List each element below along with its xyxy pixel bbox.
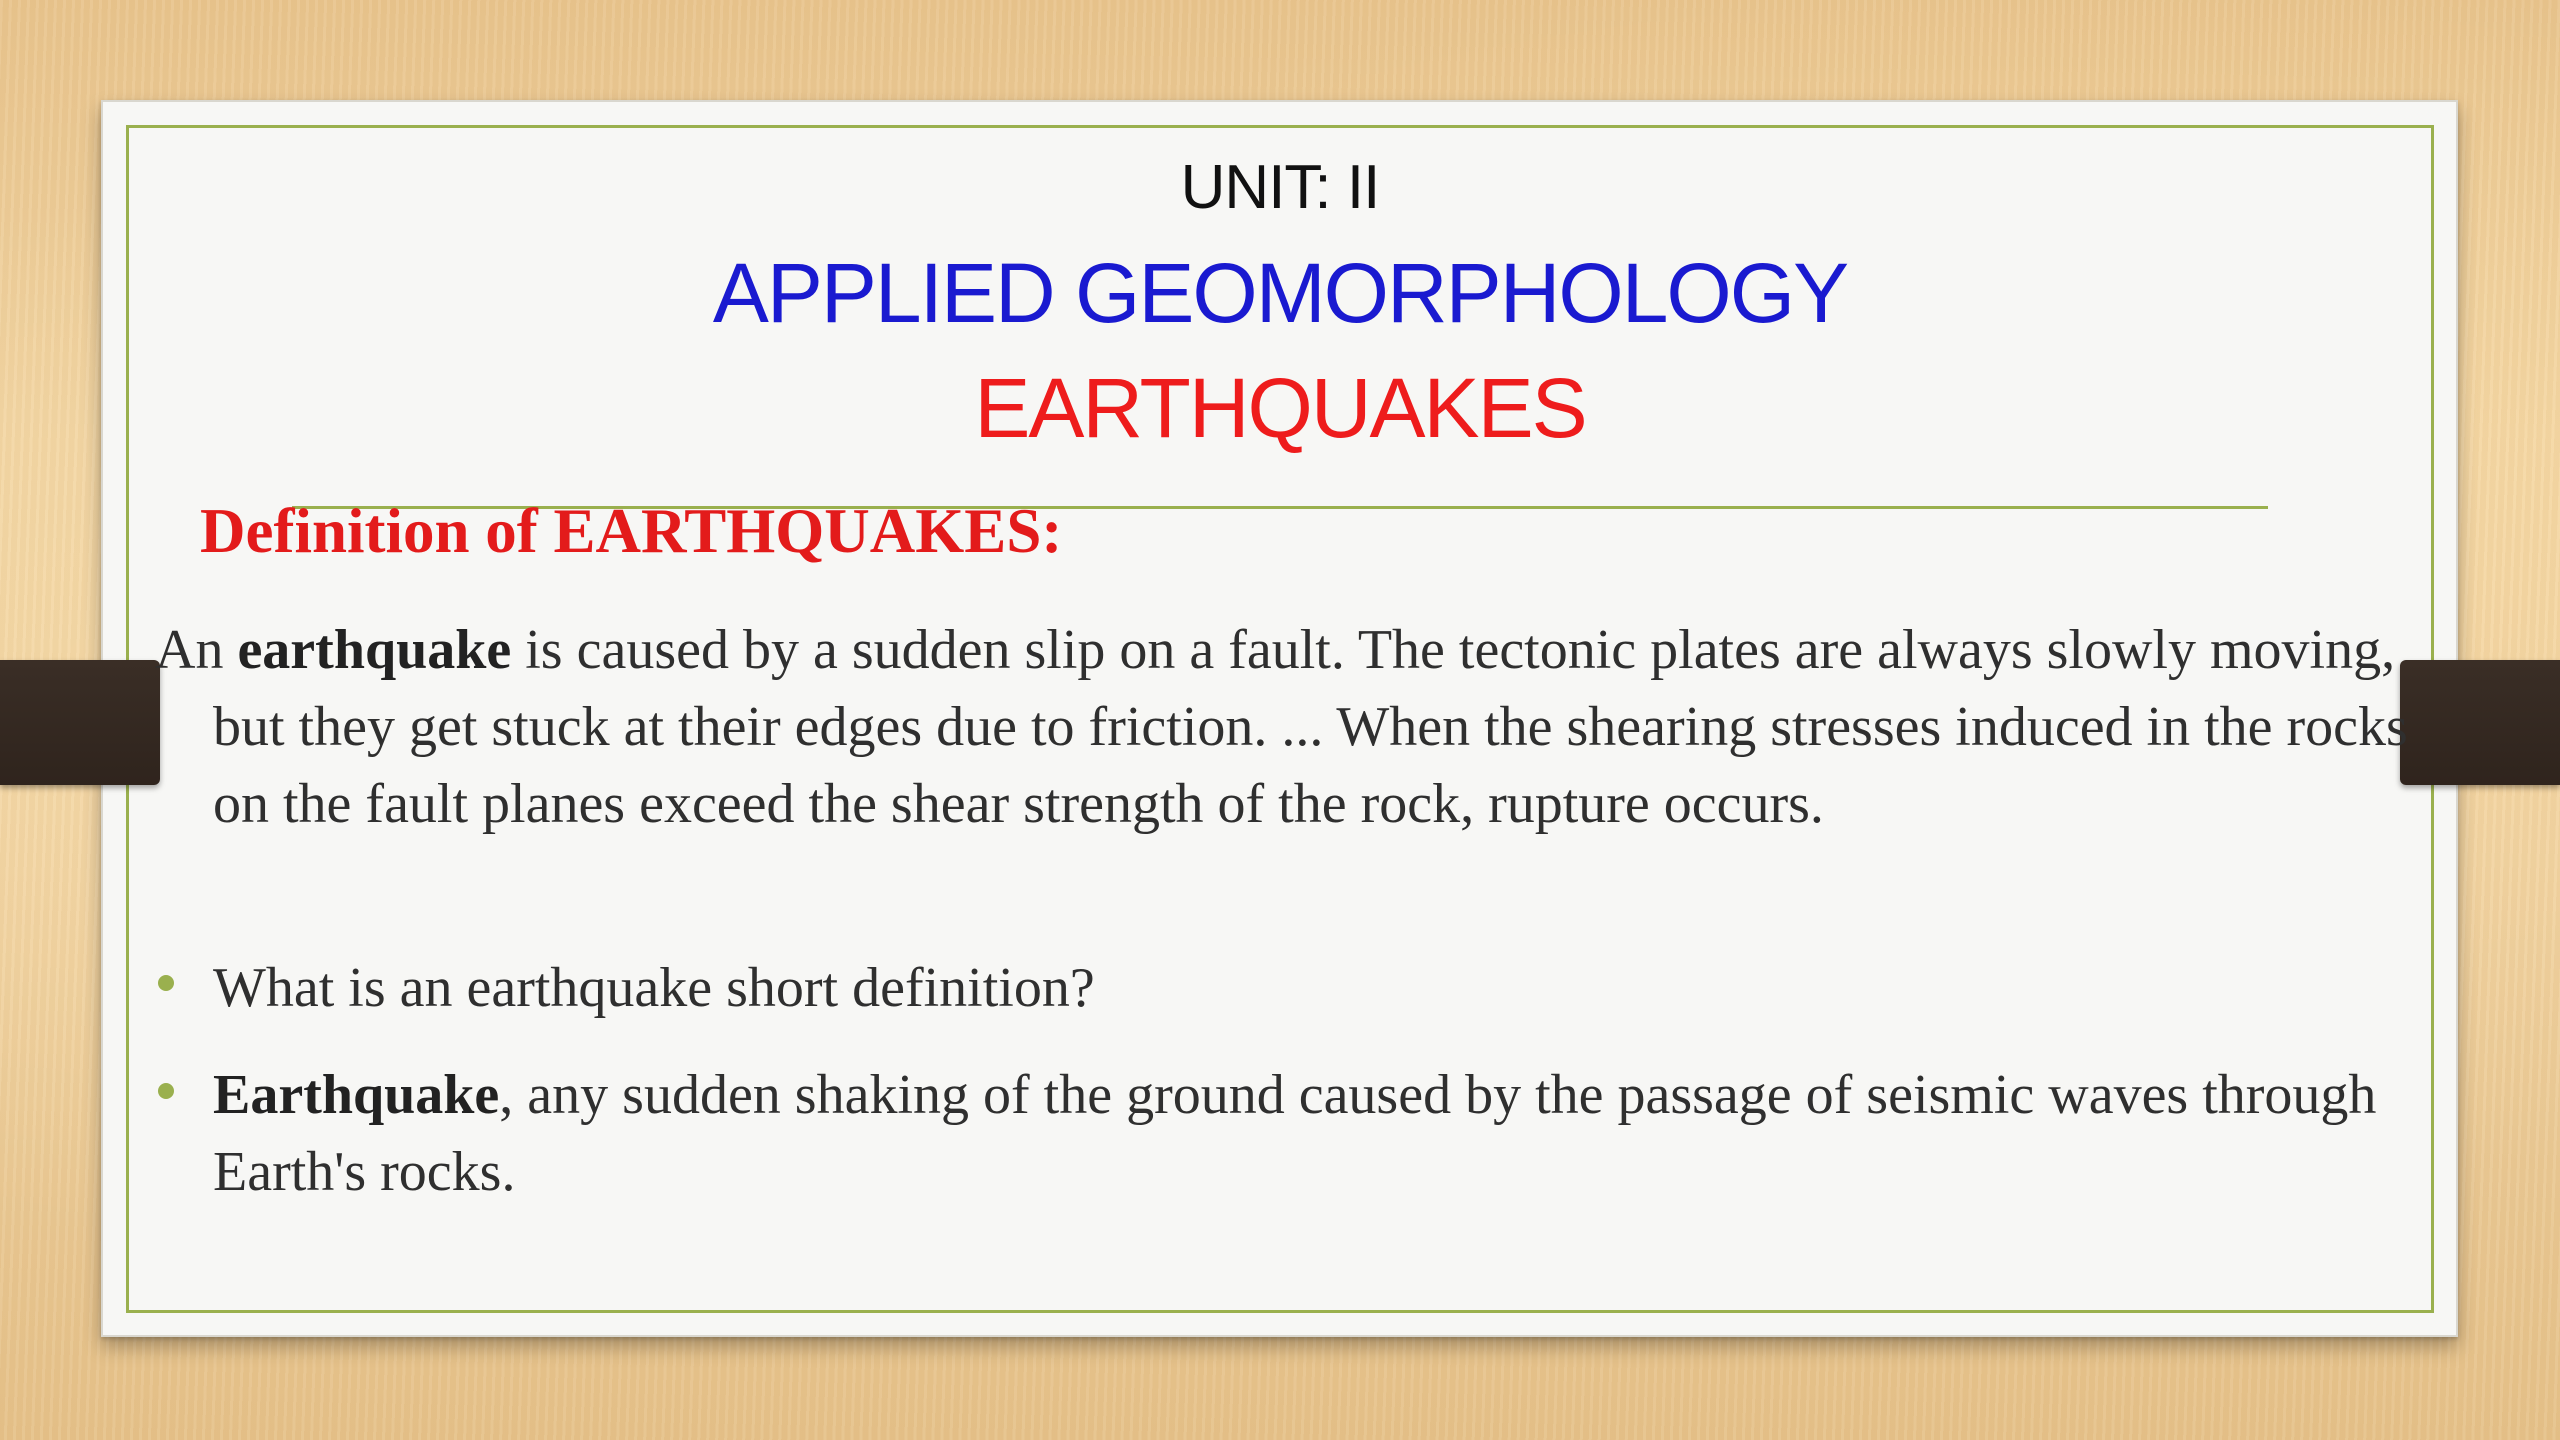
paragraph-prefix: An [155, 619, 238, 681]
section-heading: Definition of EARTHQUAKES: [200, 496, 1063, 566]
bullet-item-definition [213, 1057, 2413, 1211]
bullet-bold-term: Earthquake [213, 1064, 500, 1126]
definition-paragraph [155, 612, 2453, 843]
slide-unit-title: UNIT: II [1180, 153, 1380, 222]
bullet-text: What is an earthquake short definition? [213, 957, 1095, 1019]
bullet-dot-icon [158, 975, 174, 991]
slide-topic-title: EARTHQUAKES [974, 361, 1586, 455]
paragraph-text: is caused by a sudden slip on a fault. The tectonic plates are always slowly moving, but they get stuck at their edges due to friction. ... When the shearing stresses induced in the rocks on the fault planes exceed the shear strength of the rock, rupture occurs. [213, 619, 2408, 835]
binder-clip-left [0, 660, 160, 785]
paragraph-bold-term: earthquake [237, 619, 512, 681]
slide-subject-title: APPLIED GEOMORPHOLOGY [712, 246, 1848, 340]
bullet-text: , any sudden shaking of the ground caused by the passage of seismic waves through Earth's rocks. [213, 1064, 2377, 1203]
bullet-dot-icon [158, 1083, 174, 1099]
bullet-item-question [213, 950, 2413, 1027]
